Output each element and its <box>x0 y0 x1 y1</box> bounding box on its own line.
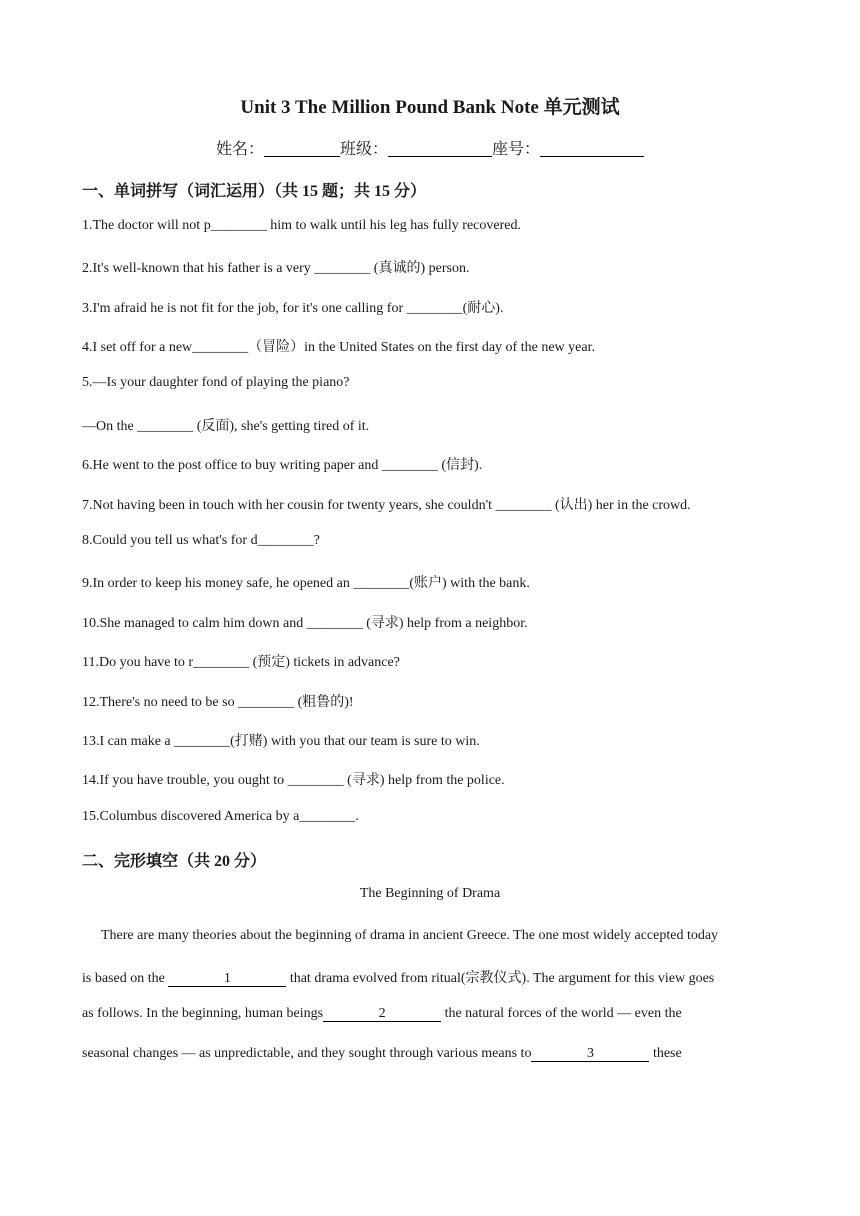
question-item: 7.Not having been in touch with her cousin for twenty years, she couldn't ________ (认出) her in the crowd. <box>82 498 691 513</box>
question-item: 12.There's no need to be so ________ (粗鲁的)! <box>82 695 354 710</box>
passage-line <box>82 1046 682 1062</box>
question-item: 13.I can make a ________(打赌) with you that our team is sure to win. <box>82 734 480 749</box>
passage-text: seasonal changes — as unpredictable, and they sought through various means to <box>82 1046 532 1061</box>
cloze-gap[interactable]: 1 <box>168 971 286 987</box>
cloze-gap[interactable]: 3 <box>531 1046 649 1062</box>
passage-line <box>82 1006 682 1022</box>
class-label: 班级： <box>339 141 388 158</box>
question-item: 1.The doctor will not p________ him to walk until his leg has fully recovered. <box>82 218 521 233</box>
passage-line <box>101 928 718 944</box>
section-1-heading: 一、单词拼写（词汇运用）（共 15 题；共 15 分） <box>82 183 427 200</box>
question-item: 6.He went to the post office to buy writing paper and ________ (信封). <box>82 458 483 473</box>
question-item: 10.She managed to calm him down and ________ (寻求) help from a neighbor. <box>82 616 528 631</box>
document-title: Unit 3 The Million Pound Bank Note 单元测试 <box>240 97 620 118</box>
question-item: 5.—Is your daughter fond of playing the piano? <box>82 375 350 390</box>
question-item: 9.In order to keep his money safe, he opened an ________(账户) with the bank. <box>82 576 530 591</box>
name-label: 姓名： <box>215 141 264 158</box>
passage-text: is based on the <box>82 971 169 986</box>
question-item: 4.I set off for a new________（冒险）in the United States on the first day of the new year. <box>82 340 595 355</box>
section-2-heading: 二、完形填空（共 20 分） <box>82 853 267 870</box>
question-item: 2.It's well-known that his father is a very ________ (真诚的) person. <box>82 261 470 276</box>
name-blank[interactable] <box>264 140 340 157</box>
student-info-line <box>0 136 860 159</box>
cloze-gap[interactable]: 2 <box>323 1006 441 1022</box>
class-blank[interactable] <box>388 140 492 157</box>
question-item: 3.I'm afraid he is not fit for the job, for it's one calling for ________(耐心). <box>82 301 504 316</box>
passage-text: There are many theories about the beginning of drama in ancient Greece. The one most widely accepted today <box>101 928 719 943</box>
passage-text: these <box>649 1046 682 1061</box>
question-item: 11.Do you have to r________ (预定) tickets in advance? <box>82 655 400 670</box>
seat-label: 座号： <box>492 141 541 158</box>
question-item: 15.Columbus discovered America by a________. <box>82 809 359 824</box>
question-item: 14.If you have trouble, you ought to ________ (寻求) help from the police. <box>82 773 505 788</box>
passage-title: The Beginning of Drama <box>359 886 501 901</box>
passage-text: that drama evolved from ritual(宗教仪式). The argument for this view goes <box>286 971 715 986</box>
passage-line <box>82 967 714 987</box>
passage-text: the natural forces of the world — even the <box>441 1006 682 1021</box>
question-item: —On the ________ (反面), she's getting tired of it. <box>82 419 370 434</box>
seat-blank[interactable] <box>540 140 644 157</box>
question-item: 8.Could you tell us what's for d________? <box>82 533 320 548</box>
passage-text: as follows. In the beginning, human beings <box>82 1006 324 1021</box>
